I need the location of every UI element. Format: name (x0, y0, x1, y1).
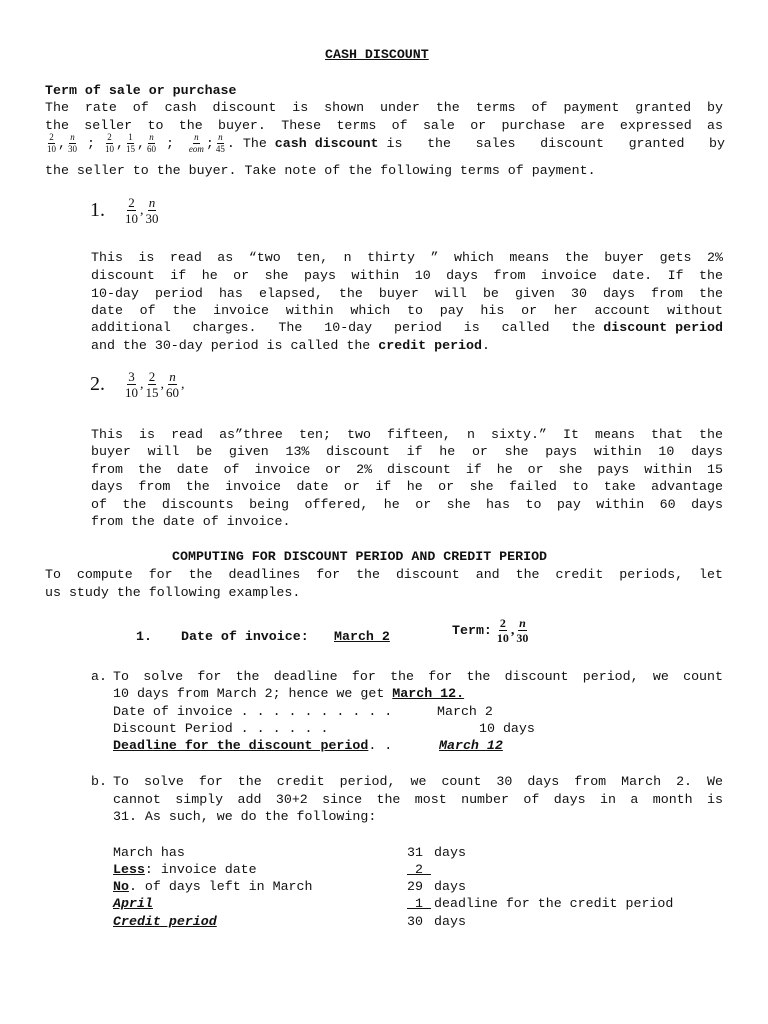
fraction: $\frac{2}{10}$ (125, 195, 138, 226)
paragraph-line: 31. As such, we do the following: (113, 809, 377, 824)
paragraph-line: To solve for the deadline for the for the discount period, we count (113, 669, 723, 684)
example-term: Term: $\frac{2}{10}$ , $\frac{n}{30}$ (452, 616, 529, 645)
paragraph-line: days from the invoice date or if he or she failed to take advantage (91, 479, 723, 494)
paragraph-line: date of the invoice within which to pay his or her account without (91, 303, 723, 318)
row-deadline: Deadline for the discount period. . (113, 738, 393, 753)
fraction: $\frac{1}{15}$ (125, 132, 135, 154)
calc-unit: deadline for the credit period (434, 896, 674, 911)
fraction: $\frac{n}{30}$ (516, 616, 529, 645)
paragraph-line: buyer will be given 13% discount if he or she pays within 10 days (91, 444, 723, 459)
paragraph-line: us study the following examples. (45, 585, 301, 600)
paragraph-line: To solve for the credit period, we count 30 days from March 2. We (113, 774, 723, 789)
example-number: 1. (136, 629, 152, 644)
calc-unit: days (434, 845, 466, 860)
list-marker: b. (91, 774, 107, 789)
section-heading-computing: COMPUTING FOR DISCOUNT PERIOD AND CREDIT PERIOD (172, 549, 548, 564)
fraction: $\frac{n}{\text{eom}}$ (188, 132, 204, 154)
paragraph-line: To compute for the deadlines for the discount and the credit periods, let (45, 567, 723, 582)
fraction: $\frac{2}{10}$ (104, 132, 114, 154)
paragraph-line: discount if he or she pays within 10 days from invoice date. If the (91, 268, 723, 283)
fraction: $\frac{n}{30}$ (145, 195, 159, 226)
term-discount-period: discount period (603, 320, 723, 335)
fraction: $\frac{2}{15}$ (145, 369, 159, 400)
paragraph-line: 10 days from March 2; hence we get March 12. (113, 686, 465, 701)
calc-number: 31 (407, 845, 423, 860)
list-marker: a. (91, 669, 107, 684)
highlight-march-12: March 12. (392, 686, 465, 701)
calc-label: No. of days left in March (113, 879, 313, 894)
section-heading-terms: Term of sale or purchase (45, 83, 237, 98)
paragraph-line: the seller to the buyer. Take note of the following terms of payment. (45, 163, 596, 178)
paragraph-line: additional charges. The 10-day period is called the discount period (91, 320, 723, 335)
calc-number: 1 (414, 896, 423, 911)
row-discount-period: Discount Period . . . . . . (113, 721, 329, 736)
paragraph-line: the seller to the buyer. These terms of sale or purchase are expressed as (45, 118, 723, 133)
paragraph-line: This is read as”three ten; two fifteen, n sixty.” It means that the (91, 427, 723, 442)
deadline-value: March 12 (439, 738, 503, 753)
paragraph-line: and the 30-day period is called the credit period. (91, 338, 490, 353)
calc-number: 30 (407, 914, 423, 929)
paragraph-line: cannot simply add 30+2 since the most number of days in a month is (113, 792, 723, 807)
paragraph-line: The rate of cash discount is shown under the terms of payment granted by (45, 100, 723, 115)
calc-label: March has (113, 845, 185, 860)
term-credit-period: credit period (378, 338, 482, 353)
paragraph-line: This is read as “two ten, n thirty ” which means the buyer gets 2% (91, 250, 723, 265)
fraction: $\frac{2}{10}$ (47, 132, 56, 154)
fraction: $\frac{n}{30}$ (67, 132, 77, 154)
fraction: $\frac{n}{60}$ (146, 132, 156, 154)
fraction: $\frac{3}{10}$ (125, 369, 138, 400)
paragraph-line: 10-day period has elapsed, the buyer will be given 30 days from the (91, 286, 723, 301)
calc-label: Less: invoice date (113, 862, 257, 877)
invoice-date-value: March 2 (334, 629, 390, 644)
row-discount-value: 10 days (479, 721, 535, 736)
row-date-of-invoice: Date of invoice . . . . . . . . . . (113, 704, 393, 719)
term-cash-discount: cash discount (274, 135, 379, 151)
row-date-value: March 2 (437, 704, 493, 719)
calc-number: 29 (407, 879, 423, 894)
fraction: $\frac{2}{10}$ (496, 616, 509, 645)
terms-fractions-line: $\frac{2}{10}$ , $\frac{n}{30}$ ; $\frac{2}{10}$ , $\frac{1}{15}$ , $\frac{n}{60}$ ; $\frac{n}{\text{eom}}$ ; $\frac{n}{45}$ . The cash discount is the sales discount granted by (47, 132, 725, 154)
invoice-date-label: Date of invoice: (181, 629, 309, 644)
fraction: $\frac{n}{45}$ (215, 132, 225, 154)
page-title: CASH DISCOUNT (325, 47, 429, 62)
term1-header: 1. $\frac{2}{10}$ , $\frac{n}{30}$ (90, 195, 159, 226)
paragraph-line: from the date of invoice. (91, 514, 291, 529)
calc-unit: days (434, 914, 466, 929)
calc-number: 2 (414, 862, 423, 877)
term2-header: 2. $\frac{3}{10}$ , $\frac{2}{15}$ , $\frac{n}{60}$ , (90, 369, 185, 400)
paragraph-line: of the discounts being offered, he or she has to pay within 60 days (91, 497, 723, 512)
calc-label: Credit period (113, 914, 217, 929)
paragraph-line: from the date of invoice or 2% discount if he or she pays within 15 (91, 462, 723, 477)
calc-unit: days (434, 879, 466, 894)
fraction: $\frac{n}{60}$ (166, 369, 179, 400)
calc-label: April (113, 896, 153, 911)
